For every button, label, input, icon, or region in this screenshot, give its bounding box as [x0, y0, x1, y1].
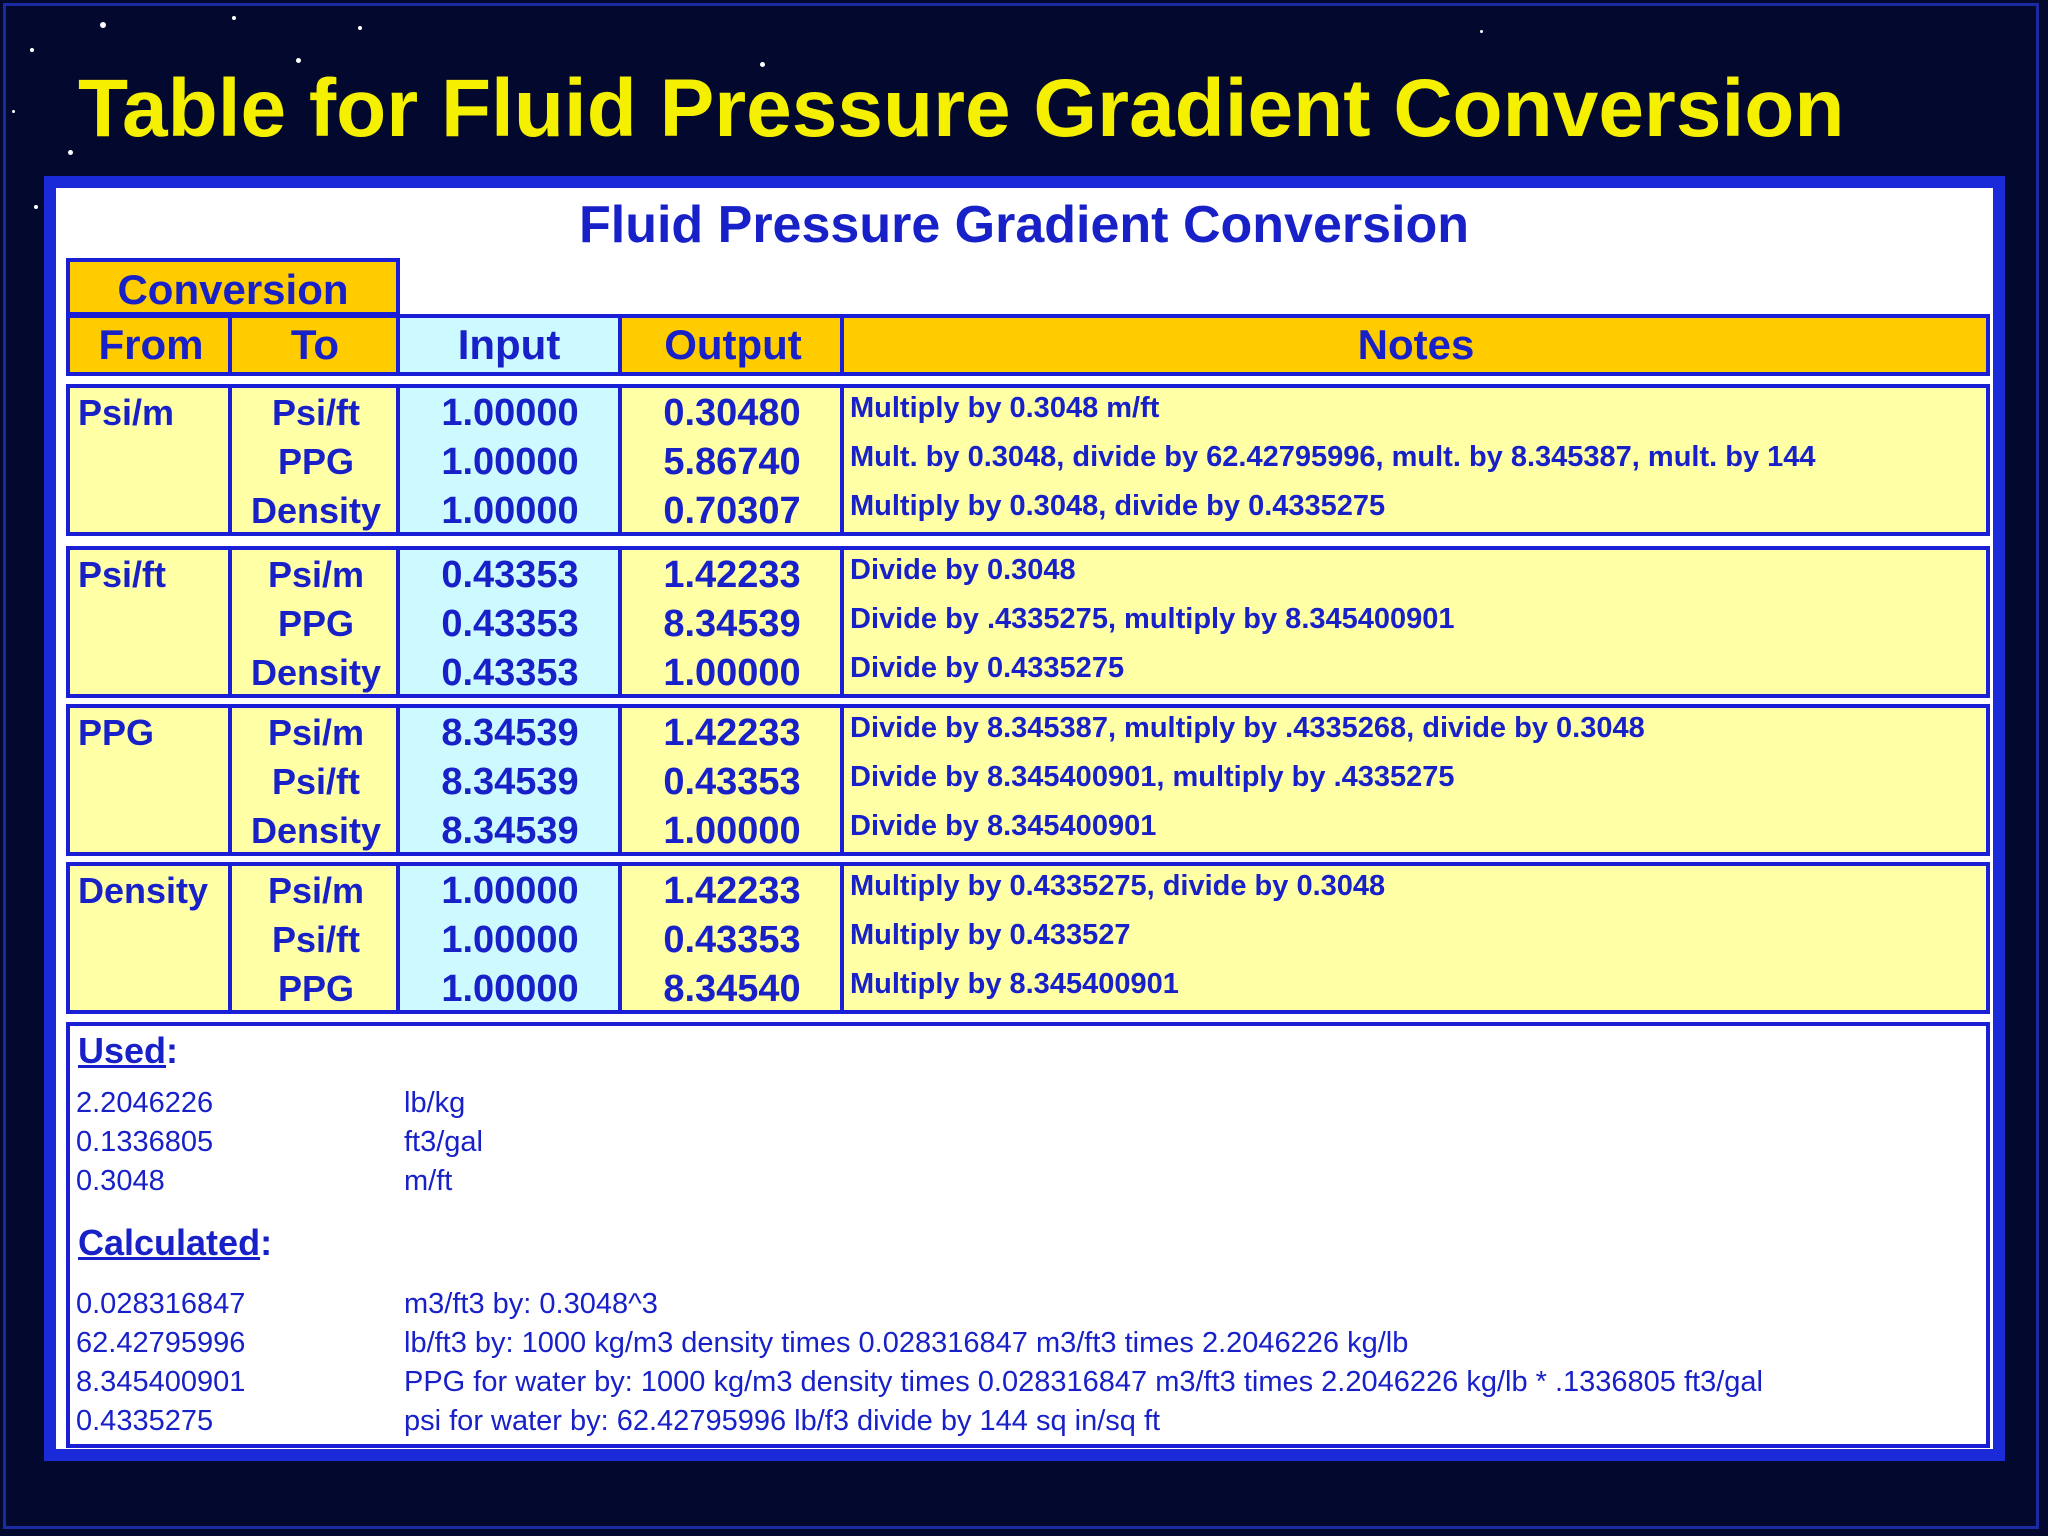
- header-to: To: [290, 321, 340, 368]
- row-input: 1.00000: [441, 968, 579, 1010]
- header-divider: [228, 314, 232, 376]
- row-note: Multiply by 0.3048, divide by 0.4335275: [850, 490, 1386, 522]
- table-heading: Fluid Pressure Gradient Conversion: [579, 196, 1469, 254]
- row-to: Psi/ft: [271, 761, 360, 802]
- calculated-desc: lb/ft3 by: 1000 kg/m3 density times 0.028316847 m3/ft3 times 2.2046226 kg/lb: [404, 1327, 1409, 1359]
- row-output: 0.43353: [663, 761, 801, 803]
- group-from-label: Density: [78, 870, 209, 911]
- group-from-label: Psi/ft: [78, 554, 167, 595]
- column-divider: [228, 546, 232, 698]
- row-to: PPG: [277, 603, 355, 644]
- row-output: 1.00000: [663, 810, 801, 852]
- row-to: Density: [250, 652, 382, 693]
- row-input: 8.34539: [441, 712, 579, 754]
- row-note: Divide by 0.4335275: [850, 652, 1125, 684]
- row-note: Mult. by 0.3048, divide by 62.42795996, mult. by 8.345387, mult. by 144: [850, 441, 1816, 473]
- row-to: Psi/m: [267, 554, 365, 595]
- row-note: Multiply by 0.3048 m/ft: [850, 392, 1160, 424]
- calculated-heading: Calculated:: [78, 1222, 273, 1263]
- row-input: 1.00000: [441, 490, 579, 532]
- used-heading: Used:: [78, 1030, 179, 1071]
- group-from-label: Psi/m: [78, 392, 175, 433]
- row-to: Psi/m: [267, 712, 365, 753]
- header-input: Input: [457, 321, 561, 368]
- used-unit: m/ft: [404, 1165, 453, 1197]
- used-unit: ft3/gal: [404, 1126, 483, 1158]
- row-output: 8.34540: [663, 968, 801, 1010]
- header-output: Output: [664, 321, 802, 368]
- star-decoration: [1480, 30, 1483, 33]
- row-output: 0.30480: [663, 392, 801, 434]
- column-divider: [228, 862, 232, 1014]
- used-heading-label: Used: [78, 1030, 167, 1071]
- used-value: 2.2046226: [76, 1087, 214, 1119]
- calculated-value: 0.4335275: [76, 1405, 214, 1437]
- row-to: Density: [250, 490, 382, 531]
- row-input: 8.34539: [441, 810, 579, 852]
- row-output: 1.42233: [663, 554, 801, 596]
- calculated-desc: m3/ft3 by: 0.3048^3: [404, 1288, 658, 1320]
- header-conversion: [66, 258, 400, 316]
- header-divider: [840, 314, 844, 376]
- header-divider: [618, 314, 622, 376]
- row-input: 1.00000: [441, 392, 579, 434]
- star-decoration: [12, 110, 15, 113]
- row-note: Divide by 8.345400901, multiply by .4335275: [850, 761, 1455, 793]
- star-decoration: [68, 150, 73, 155]
- used-value: 0.3048: [76, 1165, 165, 1197]
- calculated-desc: PPG for water by: 1000 kg/m3 density times 0.028316847 m3/ft3 times 2.2046226 kg/lb * .1336805 ft3/gal: [404, 1366, 1763, 1398]
- column-divider: [228, 704, 232, 856]
- calculated-value: 62.42795996: [76, 1327, 246, 1359]
- row-input: 8.34539: [441, 761, 579, 803]
- row-note: Multiply by 0.433527: [850, 919, 1131, 951]
- row-to: PPG: [277, 441, 355, 482]
- row-note: Multiply by 0.4335275, divide by 0.3048: [850, 870, 1386, 902]
- used-value: 0.1336805: [76, 1126, 214, 1158]
- header-notes: Notes: [1357, 321, 1475, 368]
- row-note: Divide by 8.345400901: [850, 810, 1157, 842]
- calculated-value: 0.028316847: [76, 1288, 246, 1320]
- calculated-heading-label: Calculated: [78, 1222, 261, 1263]
- row-output: 0.70307: [663, 490, 801, 532]
- calculated-value: 8.345400901: [76, 1366, 246, 1398]
- row-note: Divide by .4335275, multiply by 8.345400901: [850, 603, 1455, 635]
- star-decoration: [100, 22, 106, 28]
- row-input: 1.00000: [441, 919, 579, 961]
- used-unit: lb/kg: [404, 1087, 466, 1119]
- row-output: 8.34539: [663, 603, 801, 645]
- slide-title: Table for Fluid Pressure Gradient Conversion: [78, 63, 1845, 154]
- row-output: 1.42233: [663, 870, 801, 912]
- calculated-desc: psi for water by: 62.42795996 lb/f3 divide by 144 sq in/sq ft: [404, 1405, 1161, 1437]
- row-to: Psi/m: [267, 870, 365, 911]
- column-divider: [228, 384, 232, 536]
- star-decoration: [232, 16, 236, 20]
- row-output: 0.43353: [663, 919, 801, 961]
- row-to: Psi/ft: [271, 919, 360, 960]
- row-to: Psi/ft: [271, 392, 360, 433]
- header-conversion-label: Conversion: [117, 266, 349, 313]
- star-decoration: [30, 48, 34, 52]
- header-from: From: [98, 321, 204, 368]
- group-from-label: PPG: [78, 712, 155, 753]
- row-input: 0.43353: [441, 603, 579, 645]
- row-input: 0.43353: [441, 652, 579, 694]
- row-input: 1.00000: [441, 870, 579, 912]
- row-note: Divide by 8.345387, multiply by .4335268, divide by 0.3048: [850, 712, 1645, 744]
- star-decoration: [358, 26, 362, 30]
- row-output: 1.42233: [663, 712, 801, 754]
- row-to: Density: [250, 810, 382, 851]
- row-to: PPG: [277, 968, 355, 1009]
- row-input: 1.00000: [441, 441, 579, 483]
- row-output: 1.00000: [663, 652, 801, 694]
- row-output: 5.86740: [663, 441, 801, 483]
- row-input: 0.43353: [441, 554, 579, 596]
- row-note: Divide by 0.3048: [850, 554, 1076, 586]
- row-note: Multiply by 8.345400901: [850, 968, 1179, 1000]
